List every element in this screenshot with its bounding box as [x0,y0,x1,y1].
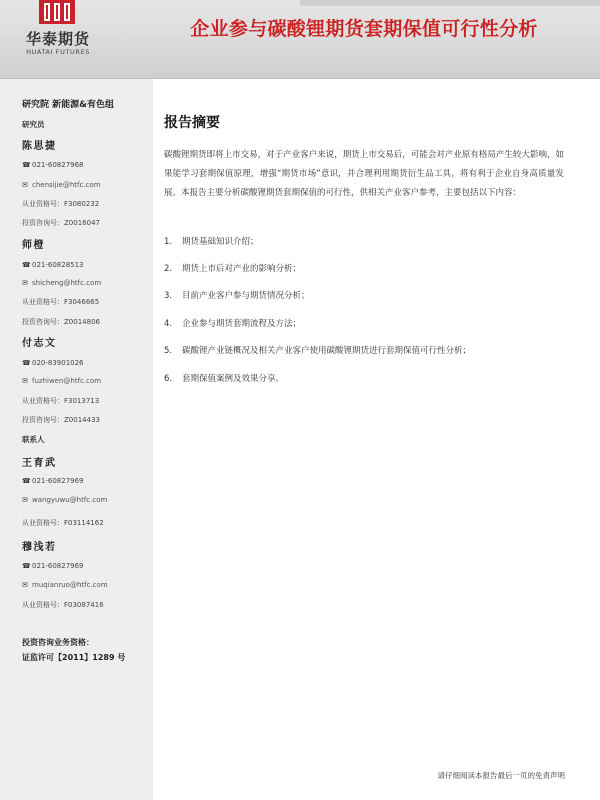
qualification-label: 投资咨询业务资格： [22,638,94,647]
report-title: 企业参与碳酸锂期货套期保值可行性分析 [190,18,538,40]
section-title: 报告摘要 [164,115,220,131]
company-logo [18,0,98,62]
author-advisor-number: 投资咨询号：Z0014433 [22,416,100,424]
mail-icon: ✉ [22,279,28,287]
list-item: 6. 套期保值案例及效果分享。 [164,374,285,384]
contact-license: 从业资格号：F03114162 [22,519,104,527]
logo-english-name: HUATAI FUTURES [26,48,90,56]
summary-paragraph: 碳酸锂期货即将上市交易，对于产业客户来说，期货上市交易后，可能会对产业原有格局产生较大影响，如果能学习套期保值原理，增强“期货市场”意识，并合理利用期货衍生品工具，将有利于企业自身高质量发展。本报告主要分析碳酸锂期货套期保值的可行性，供相关产业客户参考，主要包括以下内容： [164,150,564,198]
contact-name: 王育武 [22,458,57,469]
list-item: 4. 企业参与期货套期流程及方法； [164,319,302,329]
contact-name: 穆浅若 [22,542,57,553]
phone-icon: ☎ [22,562,31,570]
author-license: 从业资格号：F3080232 [22,200,100,208]
header-top-strip [300,0,600,6]
department-label: 研究院 新能源&有色组 [22,100,114,110]
contact-phone: ☎021-60827969 [22,562,84,570]
author-name: 付志文 [22,338,57,349]
author-license: 从业资格号：F3013713 [22,397,100,405]
author-phone: ☎020-83901026 [22,359,84,367]
logo-chinese-name: 华泰期货 [25,30,90,48]
researcher-section-label: 研究员 [22,120,45,129]
author-name: 师橙 [22,240,45,251]
author-phone: ☎021-60827968 [22,161,84,169]
phone-icon: ☎ [22,359,31,367]
contact-email[interactable]: ✉ muqianruo@htfc.com [22,581,108,589]
list-item: 2. 期货上市后对产业的影响分析； [164,264,302,274]
phone-icon: ☎ [22,161,31,169]
contact-section-label: 联系人 [22,435,45,444]
qualification-license: 证监许可【2011】1289 号 [22,653,126,662]
phone-icon: ☎ [22,477,31,485]
author-advisor-number: 投资咨询号：Z0014806 [22,318,100,326]
author-phone: ☎021-60828513 [22,261,84,269]
logo-mark-icon [39,0,75,24]
mail-icon: ✉ [22,377,28,385]
author-email[interactable]: ✉ chensijie@htfc.com [22,181,101,189]
list-item: 5. 碳酸锂产业链概况及相关产业客户使用碳酸锂期货进行套期保值可行性分析； [164,346,472,356]
mail-icon: ✉ [22,496,28,504]
header-banner [0,0,600,78]
author-email[interactable]: ✉ shicheng@htfc.com [22,279,102,287]
list-item: 3. 目前产业客户参与期货情况分析； [164,291,310,301]
mail-icon: ✉ [22,181,28,189]
mail-icon: ✉ [22,581,28,589]
contact-email[interactable]: ✉ wangyuwu@htfc.com [22,496,108,504]
contact-phone: ☎021-60827969 [22,477,84,485]
author-license: 从业资格号：F3046665 [22,298,100,306]
author-email[interactable]: ✉ fuzhiwen@htfc.com [22,377,102,385]
contact-license: 从业资格号：F03087416 [22,601,104,609]
author-name: 陈思捷 [22,141,57,152]
author-advisor-number: 投资咨询号：Z0016047 [22,219,100,227]
phone-icon: ☎ [22,261,31,269]
footer-disclaimer: 请仔细阅读本报告最后一页的免责声明 [437,771,565,780]
list-item: 1. 期货基础知识介绍； [164,237,259,247]
